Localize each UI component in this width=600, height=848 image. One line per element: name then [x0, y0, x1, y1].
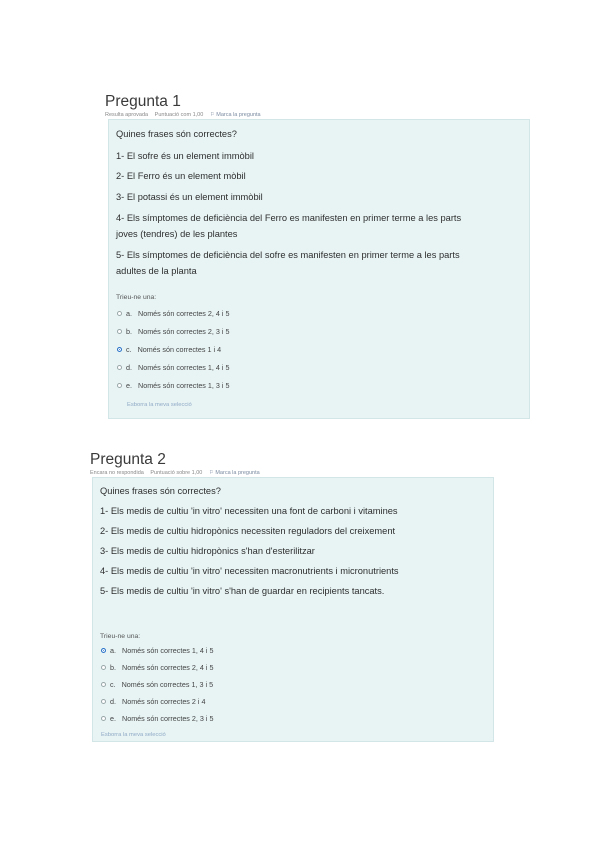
question-1-header	[105, 93, 261, 118]
option-letter: c.	[126, 345, 132, 354]
option-letter: b.	[126, 327, 132, 336]
radio-checked-icon[interactable]	[101, 648, 106, 653]
option-text: Només són correctes 2, 3 i 5	[122, 714, 214, 723]
statement-2: 2- El Ferro és un element mòbil	[116, 171, 246, 181]
statement-5-cont: adultes de la planta	[116, 266, 197, 276]
option-letter: e.	[126, 381, 132, 390]
radio-checked-icon[interactable]	[117, 347, 122, 352]
question-prompt: Quines frases són correctes?	[100, 486, 221, 496]
answer-option-e[interactable]	[117, 381, 229, 390]
flag-question-link[interactable]: ⚐ Marca la pregunta	[208, 470, 260, 476]
option-letter: d.	[126, 363, 132, 372]
option-text: Només són correctes 2, 4 i 5	[122, 663, 214, 672]
question-status: Encara no respondida	[90, 470, 144, 476]
option-text: Només són correctes 1, 3 i 5	[138, 381, 230, 390]
option-text: Només són correctes 2, 3 i 5	[138, 327, 230, 336]
choose-one-label: Trieu-ne una:	[100, 633, 141, 640]
question-2-content	[92, 477, 494, 742]
statement-5: 5- Els símptomes de deficiència del sofre es manifesten en primer terme a les parts	[116, 250, 460, 260]
statement-2: 2- Els medis de cultiu hidropònics necessiten reguladors del creixement	[100, 526, 396, 536]
option-text: Només són correctes 1 i 4	[137, 345, 222, 354]
option-letter: d.	[110, 697, 116, 706]
answer-option-d[interactable]	[101, 697, 206, 706]
question-score: Puntuació com 1,00	[154, 112, 204, 118]
option-text: Només són correctes 1, 4 i 5	[138, 363, 230, 372]
flag-question-link[interactable]: ⚐ Marca la pregunta	[209, 112, 261, 118]
answer-option-a[interactable]	[117, 309, 229, 318]
option-letter: e.	[110, 714, 116, 723]
choose-one-label: Trieu-ne una:	[116, 294, 157, 301]
answer-option-c[interactable]	[101, 680, 213, 689]
answer-option-c[interactable]	[117, 345, 221, 354]
statement-4: 4- Els símptomes de deficiència del Ferro es manifesten en primer terme a les parts	[116, 213, 462, 223]
question-meta	[90, 470, 260, 476]
question-title: Pregunta 2	[90, 451, 166, 468]
statement-1: 1- El sofre és un element immòbil	[116, 151, 254, 161]
radio-unchecked-icon[interactable]	[101, 682, 106, 687]
answer-option-d[interactable]	[117, 363, 229, 372]
question-prompt: Quines frases són correctes?	[116, 129, 237, 139]
option-text: Només són correctes 2, 4 i 5	[138, 309, 230, 318]
answer-option-b[interactable]	[101, 663, 213, 672]
answer-option-a[interactable]	[101, 646, 213, 655]
statement-1: 1- Els medis de cultiu 'in vitro' necessiten una font de carboni i vitamines	[100, 506, 398, 516]
option-letter: a.	[126, 309, 132, 318]
answer-option-e[interactable]	[101, 714, 213, 723]
question-1-content	[108, 119, 530, 419]
question-2-header	[90, 451, 260, 476]
statement-4-cont: joves (tendres) de les plantes	[116, 229, 238, 239]
radio-unchecked-icon[interactable]	[117, 365, 122, 370]
option-text: Només són correctes 1, 4 i 5	[122, 646, 214, 655]
option-text: Només són correctes 2 i 4	[122, 697, 206, 706]
option-text: Només són correctes 1, 3 i 5	[121, 680, 214, 689]
option-letter: c.	[110, 680, 116, 689]
radio-unchecked-icon[interactable]	[101, 665, 106, 670]
radio-unchecked-icon[interactable]	[101, 699, 106, 704]
statement-3: 3- Els medis de cultiu hidropònics s'han d'esterilitzar	[100, 546, 315, 556]
statement-5: 5- Els medis de cultiu 'in vitro' s'han de guardar en recipients tancats.	[100, 586, 385, 596]
question-title: Pregunta 1	[105, 93, 181, 110]
question-status: Resulta aprovada	[105, 112, 149, 118]
option-letter: b.	[110, 663, 116, 672]
flag-question-label: Marca la pregunta	[215, 470, 260, 476]
clear-selection-link[interactable]: Esborra la meva selecció	[127, 402, 192, 408]
question-meta	[105, 112, 261, 118]
radio-unchecked-icon[interactable]	[117, 311, 122, 316]
statement-4: 4- Els medis de cultiu 'in vitro' necessiten macronutrients i micronutrients	[100, 566, 399, 576]
radio-unchecked-icon[interactable]	[101, 716, 106, 721]
flag-question-label: Marca la pregunta	[216, 112, 261, 118]
statement-3: 3- El potassi és un element immòbil	[116, 192, 263, 202]
clear-selection-link[interactable]: Esborra la meva selecció	[101, 732, 166, 738]
question-score: Puntuació sobre 1,00	[150, 470, 203, 476]
radio-unchecked-icon[interactable]	[117, 383, 122, 388]
answer-option-b[interactable]	[117, 327, 229, 336]
radio-unchecked-icon[interactable]	[117, 329, 122, 334]
option-letter: a.	[110, 646, 116, 655]
